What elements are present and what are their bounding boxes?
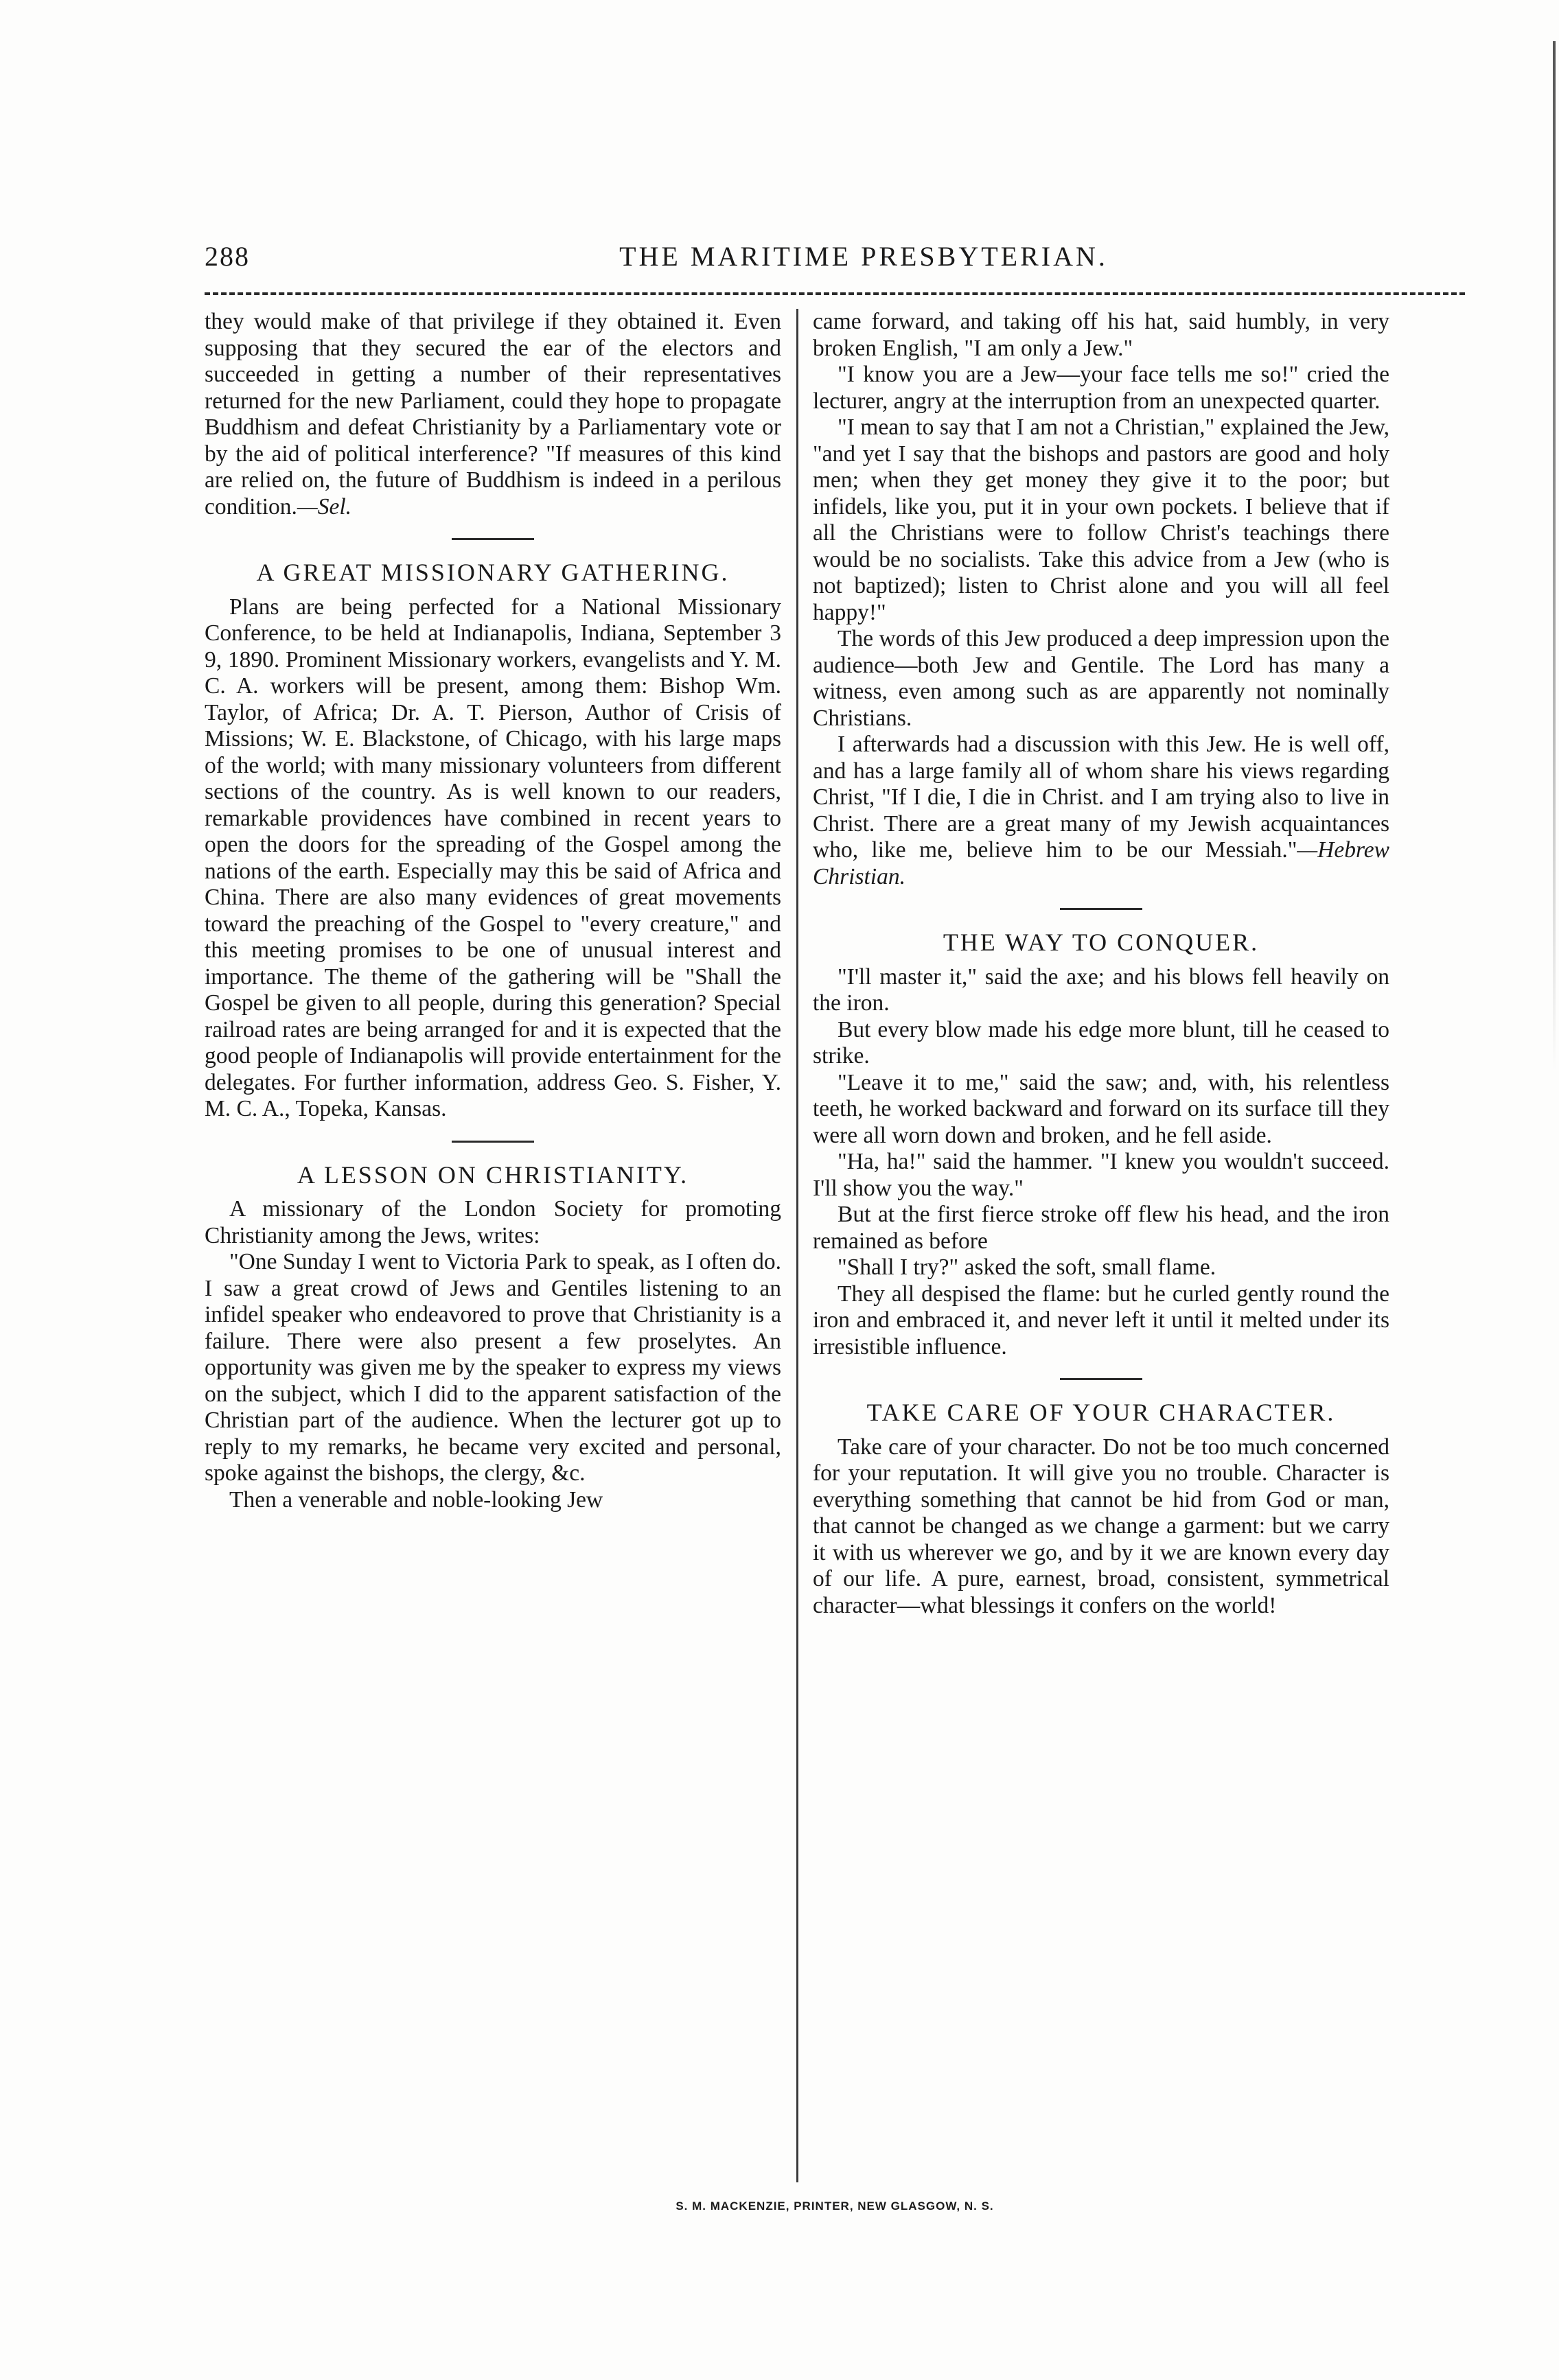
lesson-continued-paragraph [813, 732, 1389, 890]
conquer-paragraph: They all despised the flame: but he curled gently round the iron and embraced it, and never left it until it melted under its irresistible influence. [813, 1281, 1389, 1360]
conquer-paragraph: "I'll master it," said the axe; and his blows fell heavily on the iron. [813, 964, 1389, 1016]
running-title: THE MARITIME PRESBYTERIAN. [619, 241, 1108, 272]
conquer-paragraph: "Leave it to me," said the saw; and, with, his relentless teeth, he worked backward and forward on its surface till they were all worn down and broken, and he fell aside. [813, 1069, 1389, 1148]
character-paragraph: Take care of your character. Do not be too much concerned for your reputation. It will give you no trouble. Character is everything something that cannot be hid from God or man, that cannot be changed as we change a garment: but we carry it with us wherever we go, and by it we are known every day of our life. A pure, earnest, broad, consistent, symmetrical character—what blessings it confers on the world! [813, 1434, 1389, 1618]
lesson-continued-paragraph: came forward, and taking off his hat, said humbly, in very broken English, "I am only a Jew." [813, 309, 1389, 361]
lesson-attribution: —Hebrew Christian. [813, 837, 1389, 889]
section-divider [452, 538, 534, 540]
conquer-paragraph: But at the first fierce stroke off flew his head, and the iron remained as before [813, 1202, 1389, 1254]
conquer-paragraph: "Ha, ha!" said the hammer. "I knew you wouldn't succeed. I'll show you the way." [813, 1149, 1389, 1201]
conquer-paragraph: But every blow made his edge more blunt, till he ceased to strike. [813, 1016, 1389, 1069]
lesson-continued-paragraph: The words of this Jew produced a deep impression upon the audience—both Jew and Gentile. The Lord has many a witness, even among such as are apparently not nominally Christians. [813, 626, 1389, 731]
continuation-paragraph [205, 309, 781, 520]
section-divider [1060, 1378, 1142, 1380]
page-number: 288 [205, 241, 250, 272]
header-rule [205, 292, 1465, 295]
article-title-take-care-of-character: TAKE CARE OF YOUR CHARACTER. [866, 1399, 1336, 1426]
right-column [813, 309, 1389, 1619]
conquer-paragraph: "Shall I try?" asked the soft, small flame. [838, 1255, 1216, 1280]
section-divider [1060, 908, 1142, 910]
continuation-text: they would make of that privilege if they obtained it. Even supposing that they secured the ear of the electors and succeeded in getting a number of their representatives returned for the new Parliament, could they hope to propagate Buddhism and defeat Christianity by a Parliamentary vote or by the aid of political interference? "If measures of this kind are relied on, the future of Buddhism is indeed in a perilous condition. [205, 309, 781, 520]
lesson-paragraph: "One Sunday I went to Victoria Park to speak, as I often do. I saw a great crowd of Jews and Gentiles listening to an infidel speaker who endeavored to prove that Christianity is a failure. There were also present a few proselytes. An opportunity was given me by the speaker to express my views on the subject, which I did to the apparent satisfaction of the Christian part of the audience. When the lecturer got up to reply to my remarks, he became very excited and personal, spoke against the bishops, the clergy, &c. [205, 1249, 781, 1486]
lesson-continued-paragraph: "I know you are a Jew—your face tells me so!" cried the lecturer, angry at the interruption from an unexpected quarter. [813, 362, 1389, 414]
article-title-lesson-on-christianity: A LESSON ON CHRISTIANITY. [297, 1160, 689, 1189]
article-body-missionary-gathering: Plans are being perfected for a National Missionary Conference, to be held at Indianapolis, Indiana, September 3 9, 1890. Prominent Missionary workers, evangelists and Y. M. C. A. workers will be present, among them: Bishop Wm. Taylor, of Africa; Dr. A. T. Pierson, Author of Crisis of Missions; W. E. Blackstone, of Chicago, with his large maps of the world; with many missionary volunteers from different sections of the country. As is well known to our readers, remarkable providences have combined in recent years to open the doors for the spreading of the Gospel among the nations of the earth. Especially may this be said of Africa and China. There are also many evidences of great movements toward the preaching of the Gospel to "every creature," and this meeting promises to be one of unusual interest and importance. The theme of the gathering will be "Shall the Gospel be given to all people, during this generation? Special railroad rates are being arranged for and it is expected that the good people of Indianapolis will provide entertainment for the delegates. For further information, address Geo. S. Fisher, Y. M. C. A., Topeka, Kansas. [205, 594, 781, 1121]
left-column [205, 309, 781, 1513]
section-divider [452, 1141, 534, 1143]
scan-edge-mark [1553, 41, 1556, 1071]
article-title-way-to-conquer: THE WAY TO CONQUER. [943, 929, 1260, 956]
column-divider [796, 309, 798, 2182]
lesson-paragraph: A missionary of the London Society for promoting Christianity among the Jews, writes: [205, 1196, 781, 1248]
page-header [205, 240, 1465, 281]
article-title-missionary-gathering: A GREAT MISSIONARY GATHERING. [256, 559, 730, 586]
lesson-closing-text: I afterwards had a discussion with this Jew. He is well off, and has a large family all of whom share his views regarding Christ, "If I die, I die in Christ. and I am trying also to live in Christ. There are a great many of my Jewish acquaintances who, like me, believe him to be our Messiah." [813, 732, 1389, 863]
lesson-paragraph: Then a venerable and noble-looking Jew [229, 1486, 603, 1513]
printer-imprint: S. M. MACKENZIE, PRINTER, NEW GLASGOW, N. S. [675, 2200, 994, 2213]
continuation-attribution: —Sel. [297, 493, 352, 520]
lesson-continued-paragraph: "I mean to say that I am not a Christian," explained the Jew, "and yet I say that the bishops and pastors are good and holy men; when they get money they give it to the poor; but infidels, like you, put it in your own pockets. I believe that if all the Christians were to follow Christ's teachings there would be no socialists. Take this advice from a Jew (who is not baptized); listen to Christ alone and you will all feel happy!" [813, 415, 1389, 625]
